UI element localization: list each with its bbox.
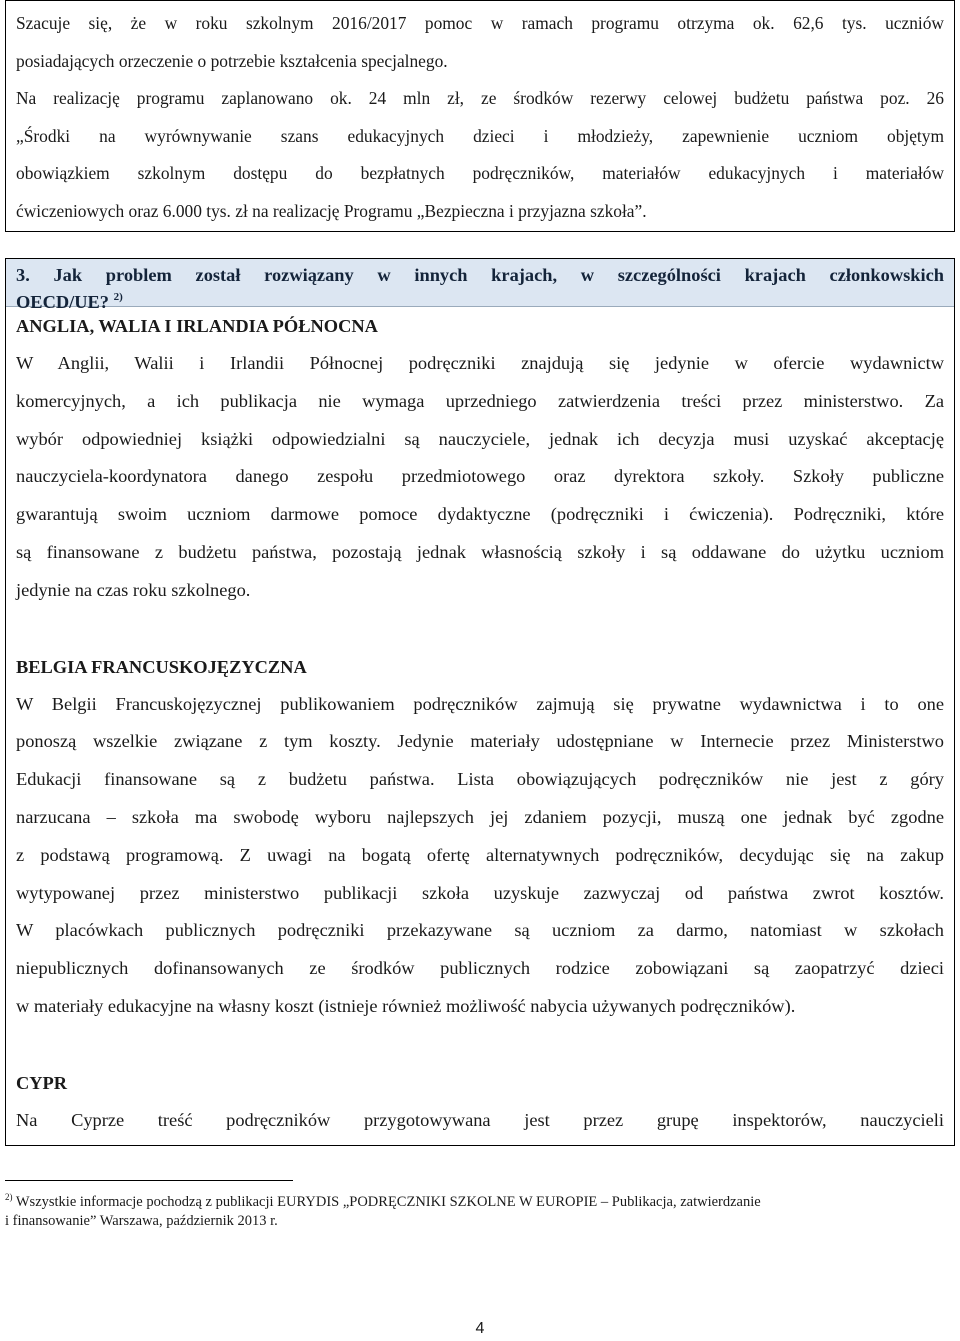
text-line: ćwiczeniowych oraz 6.000 tys. zł na realizację Programu „Bezpieczna i przyjazna szkoła”. bbox=[16, 200, 647, 221]
section-belgia bbox=[6, 648, 954, 1026]
spacer bbox=[6, 610, 954, 648]
text-line: ponoszą wszelkie związane z tym koszty. Jedynie materiały udostępniane w Internecie przez Ministerstwo bbox=[16, 731, 944, 752]
intro-box bbox=[5, 0, 955, 232]
intro-paragraph bbox=[16, 5, 944, 231]
question-line: 3. Jak problem został rozwiązany w innych krajach, w szczególności krajach członkowskich bbox=[16, 265, 944, 285]
text-line: Edukacji finansowane są z budżetu państwa. Lista obowiązujących podręczników nie jest z góry bbox=[16, 769, 944, 790]
footnote-text: Wszystkie informacje pochodzą z publikacji EURYDIS „PODRĘCZNIKI SZKOLNE W EUROPIE – Publikacja, zatwierdzanie bbox=[15, 1194, 761, 1210]
countries-box bbox=[5, 258, 955, 1146]
text-line: Szacuje się, że w roku szkolnym 2016/2017 pomoc w ramach programu otrzyma ok. 62,6 tys. uczniów bbox=[16, 13, 944, 33]
text-line: wybór odpowiedniej książki odpowiedzialni są nauczyciele, jednak ich decyzja musi uzyskać akceptację bbox=[16, 428, 944, 449]
text-line: W Belgii Francuskojęzycznej publikowaniem podręczników zajmują się prywatne wydawnictwa i to one bbox=[16, 693, 944, 714]
text-line: posiadających orzeczenie o potrzebie kształcenia specjalnego. bbox=[16, 50, 448, 71]
section-heading: ANGLIA, WALIA I IRLANDIA PÓŁNOCNA bbox=[16, 316, 378, 336]
section-paragraph bbox=[16, 1102, 944, 1140]
question-heading bbox=[6, 259, 954, 312]
section-anglia bbox=[6, 307, 954, 610]
text-line: są finansowane z budżetu państwa, pozostają jednak własnością szkoły i są oddawane do użytku uczniom bbox=[16, 541, 944, 562]
page-number: 4 bbox=[475, 1320, 485, 1337]
text-line: jedynie na czas roku szkolnego. bbox=[16, 579, 251, 600]
text-line: Na realizację programu zaplanowano ok. 24 mln zł, ze środków rezerwy celowej budżetu państwa poz. 26 bbox=[16, 88, 944, 109]
text-line: gwarantują swoim uczniom darmowe pomoce dydaktyczne (podręczniki i ćwiczenia). Podręczniki, które bbox=[16, 504, 944, 525]
section-cypr bbox=[6, 1064, 954, 1140]
footnote-separator bbox=[5, 1180, 293, 1181]
section-heading: BELGIA FRANCUSKOJĘZYCZNA bbox=[16, 656, 307, 677]
footnote-text: i finansowanie” Warszawa, październik 2013 r. bbox=[5, 1213, 278, 1229]
footnote-reference: 2) bbox=[113, 291, 123, 303]
question-line: OECD/UE? bbox=[16, 292, 109, 312]
text-line: wytypowanej przez ministerstwo publikacji szkoła uzyskuje zazwyczaj od państwa zwrot kosztów. bbox=[16, 882, 944, 903]
footnote-marker: 2) bbox=[5, 1192, 13, 1202]
text-line: niepublicznych dofinansowanych ze środków publicznych rodzice zobowiązani są zaopatrzyć dzieci bbox=[16, 958, 944, 979]
text-line: komercyjnych, a ich publikacja nie wymaga uprzedniego zatwierdzenia treści przez ministerstwo. Za bbox=[16, 390, 944, 411]
text-line: narzucana – szkoła ma swobodę wyboru najlepszych jej zdaniem pozycji, muszą one jednak być zgodne bbox=[16, 806, 944, 827]
text-line: W Anglii, Walii i Irlandii Północnej podręczniki znajdują się jedynie w ofercie wydawnictw bbox=[16, 353, 944, 373]
spacer bbox=[6, 1026, 954, 1064]
footnote bbox=[5, 1188, 875, 1231]
text-line: w materiały edukacyjne na własny koszt (istnieje również możliwość nabycia używanych podręczników). bbox=[16, 995, 796, 1016]
section-paragraph bbox=[16, 686, 944, 1026]
text-line: nauczyciela-koordynatora danego zespołu przedmiotowego oraz dyrektora szkoły. Szkoły publiczne bbox=[16, 466, 944, 487]
text-line: z podstawą programową. Z uwagi na bogatą ofertę alternatywnych podręczników, decydując się na zakup bbox=[16, 844, 944, 865]
section-heading: CYPR bbox=[16, 1072, 68, 1093]
text-line: obowiązkiem szkolnym dostępu do bezpłatnych podręczników, materiałów edukacyjnych i materiałów bbox=[16, 163, 944, 184]
section-paragraph bbox=[16, 345, 944, 610]
text-line: Na Cyprze treść podręczników przygotowywana jest przez grupę inspektorów, nauczycieli bbox=[16, 1109, 944, 1130]
text-line: „Środki na wyrównywanie szans edukacyjnych dzieci i młodzieży, zapewnienie uczniom objętym bbox=[16, 125, 944, 146]
text-line: W placówkach publicznych podręczniki przekazywane są uczniom za darmo, natomiast w szkołach bbox=[16, 920, 944, 941]
